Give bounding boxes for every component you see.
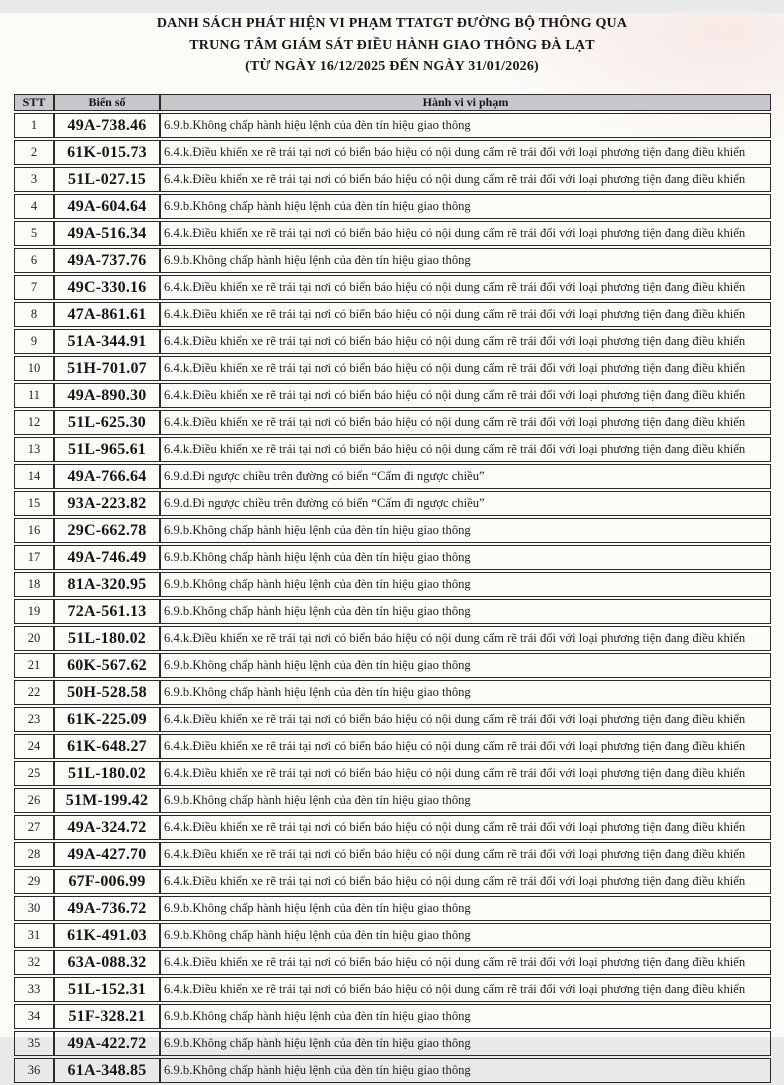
violation-cell: 6.4.k.Điều khiển xe rẽ trái tại nơi có biển báo hiệu có nội dung cấm rẽ trái đối với loại phương tiện đang điều khiển xyxy=(160,815,771,840)
violation-cell: 6.4.k.Điều khiển xe rẽ trái tại nơi có biển báo hiệu có nội dung cấm rẽ trái đối với loại phương tiện đang điều khiển xyxy=(160,707,771,732)
plate-cell: 49A-737.76 xyxy=(54,248,160,273)
plate-cell: 49A-422.72 xyxy=(54,1031,160,1056)
table-row xyxy=(14,950,771,975)
table-row xyxy=(14,734,771,759)
table-row xyxy=(14,707,771,732)
header-violation: Hành vi vi phạm xyxy=(160,94,771,111)
stt-cell: 3 xyxy=(14,167,54,192)
table-row xyxy=(14,410,771,435)
violation-cell: 6.9.b.Không chấp hành hiệu lệnh của đèn tín hiệu giao thông xyxy=(160,194,771,219)
table-row xyxy=(14,869,771,894)
table-row xyxy=(14,302,771,327)
table-row xyxy=(14,356,771,381)
violation-cell: 6.4.k.Điều khiển xe rẽ trái tại nơi có biển báo hiệu có nội dung cấm rẽ trái đối với loại phương tiện đang điều khiển xyxy=(160,410,771,435)
violation-cell: 6.9.b.Không chấp hành hiệu lệnh của đèn tín hiệu giao thông xyxy=(160,572,771,597)
violation-cell: 6.4.k.Điều khiển xe rẽ trái tại nơi có biển báo hiệu có nội dung cấm rẽ trái đối với loại phương tiện đang điều khiển xyxy=(160,626,771,651)
table-row xyxy=(14,545,771,570)
plate-cell: 49A-890.30 xyxy=(54,383,160,408)
violation-cell: 6.9.d.Đi ngược chiều trên đường có biển “Cấm đi ngược chiều” xyxy=(160,464,771,489)
violation-cell: 6.4.k.Điều khiển xe rẽ trái tại nơi có biển báo hiệu có nội dung cấm rẽ trái đối với loại phương tiện đang điều khiển xyxy=(160,950,771,975)
violation-cell: 6.9.b.Không chấp hành hiệu lệnh của đèn tín hiệu giao thông xyxy=(160,599,771,624)
table-row xyxy=(14,1031,771,1056)
violation-cell: 6.9.b.Không chấp hành hiệu lệnh của đèn tín hiệu giao thông xyxy=(160,545,771,570)
plate-cell: 61K-491.03 xyxy=(54,923,160,948)
stt-cell: 35 xyxy=(14,1031,54,1056)
stt-cell: 17 xyxy=(14,545,54,570)
table-row xyxy=(14,113,771,138)
stt-cell: 32 xyxy=(14,950,54,975)
plate-cell: 47A-861.61 xyxy=(54,302,160,327)
table-row xyxy=(14,275,771,300)
table-row xyxy=(14,167,771,192)
violation-cell: 6.9.b.Không chấp hành hiệu lệnh của đèn tín hiệu giao thông xyxy=(160,113,771,138)
plate-cell: 63A-088.32 xyxy=(54,950,160,975)
stt-cell: 6 xyxy=(14,248,54,273)
violation-cell: 6.9.b.Không chấp hành hiệu lệnh của đèn tín hiệu giao thông xyxy=(160,923,771,948)
violation-cell: 6.4.k.Điều khiển xe rẽ trái tại nơi có biển báo hiệu có nội dung cấm rẽ trái đối với loại phương tiện đang điều khiển xyxy=(160,842,771,867)
violation-cell: 6.9.b.Không chấp hành hiệu lệnh của đèn tín hiệu giao thông xyxy=(160,1058,771,1083)
plate-cell: 51A-344.91 xyxy=(54,329,160,354)
header-stt: STT xyxy=(14,94,54,111)
stt-cell: 24 xyxy=(14,734,54,759)
stt-cell: 2 xyxy=(14,140,54,165)
plate-cell: 49A-324.72 xyxy=(54,815,160,840)
table-row xyxy=(14,788,771,813)
violation-cell: 6.4.k.Điều khiển xe rẽ trái tại nơi có biển báo hiệu có nội dung cấm rẽ trái đối với loại phương tiện đang điều khiển xyxy=(160,167,771,192)
violation-cell: 6.4.k.Điều khiển xe rẽ trái tại nơi có biển báo hiệu có nội dung cấm rẽ trái đối với loại phương tiện đang điều khiển xyxy=(160,977,771,1002)
stt-cell: 26 xyxy=(14,788,54,813)
stt-cell: 16 xyxy=(14,518,54,543)
violation-cell: 6.4.k.Điều khiển xe rẽ trái tại nơi có biển báo hiệu có nội dung cấm rẽ trái đối với loại phương tiện đang điều khiển xyxy=(160,302,771,327)
stt-cell: 9 xyxy=(14,329,54,354)
plate-cell: 49C-330.16 xyxy=(54,275,160,300)
document-title-line2: TRUNG TÂM GIÁM SÁT ĐIỀU HÀNH GIAO THÔNG ĐÀ LẠT xyxy=(189,37,595,53)
stt-cell: 29 xyxy=(14,869,54,894)
plate-cell: 72A-561.13 xyxy=(54,599,160,624)
stt-cell: 33 xyxy=(14,977,54,1002)
stt-cell: 25 xyxy=(14,761,54,786)
stt-cell: 13 xyxy=(14,437,54,462)
table-row xyxy=(14,464,771,489)
violation-cell: 6.4.k.Điều khiển xe rẽ trái tại nơi có biển báo hiệu có nội dung cấm rẽ trái đối với loại phương tiện đang điều khiển xyxy=(160,869,771,894)
plate-cell: 60K-567.62 xyxy=(54,653,160,678)
violation-cell: 6.4.k.Điều khiển xe rẽ trái tại nơi có biển báo hiệu có nội dung cấm rẽ trái đối với loại phương tiện đang điều khiển xyxy=(160,437,771,462)
stt-cell: 36 xyxy=(14,1058,54,1083)
table-row xyxy=(14,599,771,624)
plate-cell: 61K-015.73 xyxy=(54,140,160,165)
table-row xyxy=(14,896,771,921)
stt-cell: 18 xyxy=(14,572,54,597)
plate-cell: 51L-180.02 xyxy=(54,761,160,786)
table-row xyxy=(14,329,771,354)
stt-cell: 30 xyxy=(14,896,54,921)
plate-cell: 93A-223.82 xyxy=(54,491,160,516)
stt-cell: 8 xyxy=(14,302,54,327)
stt-cell: 23 xyxy=(14,707,54,732)
stt-cell: 4 xyxy=(14,194,54,219)
stt-cell: 22 xyxy=(14,680,54,705)
stt-cell: 15 xyxy=(14,491,54,516)
table-row xyxy=(14,761,771,786)
table-row xyxy=(14,383,771,408)
violation-cell: 6.4.k.Điều khiển xe rẽ trái tại nơi có biển báo hiệu có nội dung cấm rẽ trái đối với loại phương tiện đang điều khiển xyxy=(160,275,771,300)
violation-cell: 6.9.b.Không chấp hành hiệu lệnh của đèn tín hiệu giao thông xyxy=(160,1004,771,1029)
document-title xyxy=(0,13,784,78)
violation-cell: 6.4.k.Điều khiển xe rẽ trái tại nơi có biển báo hiệu có nội dung cấm rẽ trái đối với loại phương tiện đang điều khiển xyxy=(160,329,771,354)
plate-cell: 51L-027.15 xyxy=(54,167,160,192)
table-row xyxy=(14,518,771,543)
table-row xyxy=(14,140,771,165)
table-row xyxy=(14,680,771,705)
plate-cell: 61K-648.27 xyxy=(54,734,160,759)
violation-cell: 6.4.k.Điều khiển xe rẽ trái tại nơi có biển báo hiệu có nội dung cấm rẽ trái đối với loại phương tiện đang điều khiển xyxy=(160,140,771,165)
violations-table xyxy=(14,92,771,1085)
plate-cell: 49A-766.64 xyxy=(54,464,160,489)
stt-cell: 5 xyxy=(14,221,54,246)
violation-cell: 6.9.b.Không chấp hành hiệu lệnh của đèn tín hiệu giao thông xyxy=(160,518,771,543)
plate-cell: 51L-152.31 xyxy=(54,977,160,1002)
stt-cell: 28 xyxy=(14,842,54,867)
table-header-row xyxy=(14,94,771,111)
violation-cell: 6.4.k.Điều khiển xe rẽ trái tại nơi có biển báo hiệu có nội dung cấm rẽ trái đối với loại phương tiện đang điều khiển xyxy=(160,761,771,786)
plate-cell: 49A-736.72 xyxy=(54,896,160,921)
plate-cell: 51L-625.30 xyxy=(54,410,160,435)
plate-cell: 49A-516.34 xyxy=(54,221,160,246)
plate-cell: 50H-528.58 xyxy=(54,680,160,705)
table-row xyxy=(14,248,771,273)
header-plate: Biển số xyxy=(54,94,160,111)
table-row xyxy=(14,842,771,867)
violation-cell: 6.4.k.Điều khiển xe rẽ trái tại nơi có biển báo hiệu có nội dung cấm rẽ trái đối với loại phương tiện đang điều khiển xyxy=(160,734,771,759)
plate-cell: 29C-662.78 xyxy=(54,518,160,543)
stt-cell: 21 xyxy=(14,653,54,678)
stt-cell: 34 xyxy=(14,1004,54,1029)
plate-cell: 49A-427.70 xyxy=(54,842,160,867)
stt-cell: 31 xyxy=(14,923,54,948)
violation-cell: 6.9.b.Không chấp hành hiệu lệnh của đèn tín hiệu giao thông xyxy=(160,896,771,921)
violation-cell: 6.9.b.Không chấp hành hiệu lệnh của đèn tín hiệu giao thông xyxy=(160,248,771,273)
stt-cell: 19 xyxy=(14,599,54,624)
violation-cell: 6.9.d.Đi ngược chiều trên đường có biển “Cấm đi ngược chiều” xyxy=(160,491,771,516)
stt-cell: 7 xyxy=(14,275,54,300)
plate-cell: 61K-225.09 xyxy=(54,707,160,732)
table-row xyxy=(14,1058,771,1083)
stt-cell: 1 xyxy=(14,113,54,138)
stt-cell: 11 xyxy=(14,383,54,408)
plate-cell: 51L-965.61 xyxy=(54,437,160,462)
table-row xyxy=(14,221,771,246)
plate-cell: 49A-746.49 xyxy=(54,545,160,570)
table-row xyxy=(14,977,771,1002)
plate-cell: 49A-738.46 xyxy=(54,113,160,138)
plate-cell: 51L-180.02 xyxy=(54,626,160,651)
table-row xyxy=(14,626,771,651)
plate-cell: 61A-348.85 xyxy=(54,1058,160,1083)
violation-cell: 6.4.k.Điều khiển xe rẽ trái tại nơi có biển báo hiệu có nội dung cấm rẽ trái đối với loại phương tiện đang điều khiển xyxy=(160,221,771,246)
stt-cell: 14 xyxy=(14,464,54,489)
violation-cell: 6.9.b.Không chấp hành hiệu lệnh của đèn tín hiệu giao thông xyxy=(160,788,771,813)
plate-cell: 81A-320.95 xyxy=(54,572,160,597)
document-title-line3: (TỪ NGÀY 16/12/2025 ĐẾN NGÀY 31/01/2026) xyxy=(245,59,539,75)
table-body xyxy=(14,113,771,1083)
table-row xyxy=(14,1004,771,1029)
table-row xyxy=(14,194,771,219)
violation-cell: 6.4.k.Điều khiển xe rẽ trái tại nơi có biển báo hiệu có nội dung cấm rẽ trái đối với loại phương tiện đang điều khiển xyxy=(160,383,771,408)
plate-cell: 49A-604.64 xyxy=(54,194,160,219)
stt-cell: 27 xyxy=(14,815,54,840)
table-row xyxy=(14,491,771,516)
violation-cell: 6.9.b.Không chấp hành hiệu lệnh của đèn tín hiệu giao thông xyxy=(160,680,771,705)
violation-cell: 6.9.b.Không chấp hành hiệu lệnh của đèn tín hiệu giao thông xyxy=(160,1031,771,1056)
stt-cell: 10 xyxy=(14,356,54,381)
violation-cell: 6.9.b.Không chấp hành hiệu lệnh của đèn tín hiệu giao thông xyxy=(160,653,771,678)
scanned-document-page xyxy=(0,13,784,1079)
table-row xyxy=(14,572,771,597)
table-row xyxy=(14,923,771,948)
table-row xyxy=(14,653,771,678)
violation-cell: 6.4.k.Điều khiển xe rẽ trái tại nơi có biển báo hiệu có nội dung cấm rẽ trái đối với loại phương tiện đang điều khiển xyxy=(160,356,771,381)
document-title-line1: DANH SÁCH PHÁT HIỆN VI PHẠM TTATGT ĐƯỜNG BỘ THÔNG QUA xyxy=(156,16,628,31)
table-row xyxy=(14,815,771,840)
plate-cell: 51H-701.07 xyxy=(54,356,160,381)
plate-cell: 51M-199.42 xyxy=(54,788,160,813)
stt-cell: 20 xyxy=(14,626,54,651)
stt-cell: 12 xyxy=(14,410,54,435)
table-row xyxy=(14,437,771,462)
plate-cell: 51F-328.21 xyxy=(54,1004,160,1029)
plate-cell: 67F-006.99 xyxy=(54,869,160,894)
